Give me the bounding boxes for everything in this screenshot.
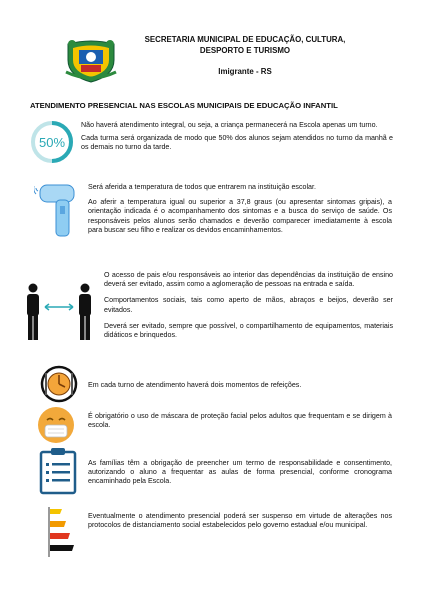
section-text: Em cada turno de atendimento haverá dois momentos de refeições. [88,381,302,389]
thermometer-icon [34,182,78,240]
flags-icon [44,505,76,559]
section-text: O acesso de pais e/ou responsáveis ao interior das dependências da instituição de ensino deverá ser evitado, assim como a aglomeração de pessoas na entrada e saída. [104,271,393,289]
social-distance-icon [24,283,94,343]
face-mask-icon [36,405,76,445]
section-meals [88,381,388,394]
section-temperature [88,183,392,239]
section-consent [88,459,392,491]
section-text: Não haverá atendimento integral, ou seja, a criança permanecerá na Escola apenas um turno. [81,121,378,129]
header-line-2: DESPORTO E TURISMO [199,46,291,55]
header-line-1: SECRETARIA MUNICIPAL DE EDUCAÇÃO, CULTURA, [144,35,346,44]
municipal-crest [64,36,118,84]
section-text: As famílias têm a obrigação de preencher um termo de responsabilidade e consentimento, autorizando o aluno a frequentar as aulas de forma presencial, conforme cronograma encaminhado pela Escola. [88,459,392,486]
section-text: Ao aferir a temperatura igual ou superior a 37,8 graus (ou apresentar sintomas gripais), a orientação indicada é o acompanhamento dos sintomas e a busca do serviço de saúde. Os responsáveis pelos alunos serão chamados e deverão comparecer imediatamente à escola para buscar seu filho e realizar os devidos encaminhamentos. [88,198,392,234]
section-mask [88,412,392,434]
section-suspension [88,512,392,534]
header-city: Imigrante - RS [218,67,272,76]
section-text: Deverá ser evitado, sempre que possível, o compartilhamento de equipamentos, materiais didáticos e brinquedos. [104,321,393,340]
section-text: Eventualmente o atendimento presencial poderá ser suspenso em virtude de alterações nos protocolos de distanciamento social estabelecidos pelo governo estadual e/ou municipal. [88,512,392,530]
section-fifty-percent [81,121,393,157]
header-block [120,34,370,77]
fifty-percent-label: 50% [38,135,66,150]
clipboard-icon [38,447,78,495]
fifty-percent-icon [30,120,74,164]
section-distancing [104,271,393,344]
meal-clock-icon [40,365,78,403]
section-text: Cada turma será organizada de modo que 50% dos alunos sejam atendidos no turno da manhã e os demais no turno da tarde. [81,134,393,152]
section-text: É obrigatório o uso de máscara de proteção facial pelos adultos que frequentam e se dirigem à escola. [88,412,392,430]
page-title: ATENDIMENTO PRESENCIAL NAS ESCOLAS MUNICIPAIS DE EDUCAÇÃO INFANTIL [30,101,338,110]
section-text: Comportamentos sociais, tais como aperto de mãos, abraços e beijos, deverão ser evitados. [104,296,393,314]
section-text: Será aferida a temperatura de todos que entrarem na instituição escolar. [88,183,316,191]
crest-icon [64,36,118,84]
